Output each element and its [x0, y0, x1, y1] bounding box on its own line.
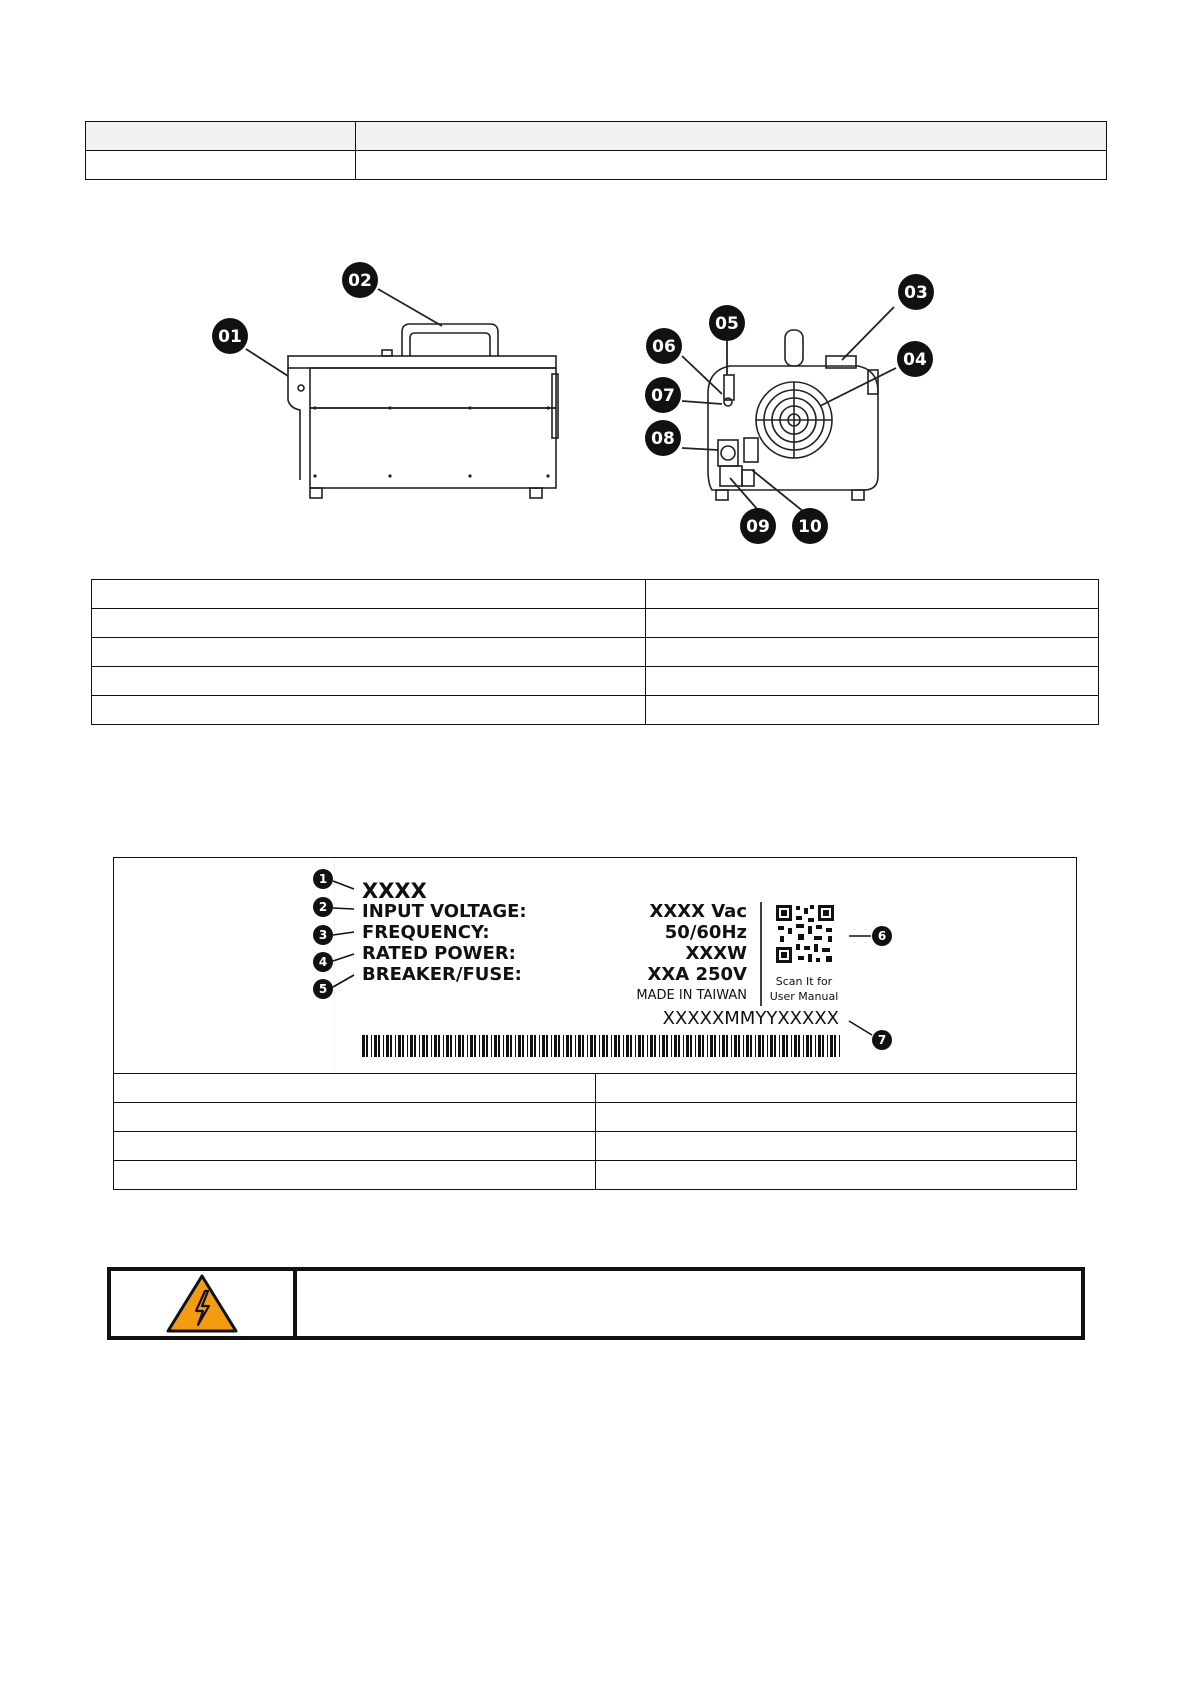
callout-10	[792, 508, 828, 544]
svg-text:MADE IN TAIWAN: MADE IN TAIWAN	[636, 988, 747, 1003]
svg-text:INPUT VOLTAGE:: INPUT VOLTAGE:	[362, 901, 527, 922]
parts-cell	[646, 638, 1099, 667]
label-table	[113, 1073, 1077, 1190]
label-cell	[596, 1103, 1077, 1132]
label-cell	[114, 1103, 596, 1132]
label-cell	[114, 1161, 596, 1190]
callout-06	[646, 328, 682, 364]
svg-text:01: 01	[218, 327, 242, 347]
product-diagram	[0, 250, 1192, 550]
svg-text:2: 2	[318, 900, 328, 914]
header-cell	[86, 151, 356, 180]
warning-icon-cell	[111, 1271, 297, 1336]
rating-label	[113, 857, 1077, 1074]
header-cell	[356, 151, 1107, 180]
label-cell	[596, 1074, 1077, 1103]
parts-cell	[92, 638, 646, 667]
electrical-hazard-icon	[165, 1273, 239, 1335]
barcode	[362, 1035, 840, 1057]
callout-02	[342, 262, 378, 298]
marker-2	[313, 897, 333, 917]
callout-05	[709, 305, 745, 341]
svg-text:Scan It for: Scan It for	[775, 975, 833, 988]
qr-code	[776, 905, 834, 963]
svg-text:07: 07	[651, 386, 675, 406]
parts-cell	[92, 667, 646, 696]
svg-text:4: 4	[318, 955, 328, 969]
callout-01	[212, 318, 248, 354]
warning-box	[107, 1267, 1085, 1340]
label-cell	[596, 1161, 1077, 1190]
label-cell	[596, 1132, 1077, 1161]
marker-1	[313, 869, 333, 889]
side-view-screws	[313, 406, 549, 477]
header-cell	[356, 122, 1107, 151]
svg-text:XXXXXMMYYXXXXX: XXXXXMMYYXXXXX	[662, 1008, 839, 1029]
label-cell	[114, 1132, 596, 1161]
marker-7	[872, 1030, 892, 1050]
svg-text:6: 6	[877, 929, 887, 943]
callout-07	[645, 377, 681, 413]
marker-4	[313, 952, 333, 972]
warning-text-cell	[297, 1271, 1081, 1336]
parts-cell	[92, 580, 646, 609]
side-view	[288, 324, 558, 498]
svg-text:XXXX Vac: XXXX Vac	[649, 901, 747, 922]
svg-text:1: 1	[318, 872, 328, 886]
svg-text:02: 02	[348, 271, 372, 291]
parts-cell	[646, 667, 1099, 696]
svg-text:BREAKER/FUSE:: BREAKER/FUSE:	[362, 964, 522, 985]
svg-text:08: 08	[651, 429, 675, 449]
marker-5	[313, 979, 333, 999]
svg-text:XXA 250V: XXA 250V	[647, 964, 747, 985]
svg-text:XXXW: XXXW	[685, 943, 747, 964]
svg-text:03: 03	[904, 283, 928, 303]
svg-text:06: 06	[652, 337, 676, 357]
svg-text:RATED POWER:: RATED POWER:	[362, 943, 516, 964]
svg-text:3: 3	[318, 928, 328, 942]
header-table	[85, 121, 1107, 180]
parts-cell	[92, 609, 646, 638]
marker-3	[313, 925, 333, 945]
svg-text:04: 04	[903, 350, 927, 370]
marker-6	[872, 926, 892, 946]
svg-text:05: 05	[715, 314, 739, 334]
parts-cell	[646, 609, 1099, 638]
parts-table	[91, 579, 1099, 725]
svg-text:50/60Hz: 50/60Hz	[664, 922, 747, 943]
svg-text:7: 7	[877, 1033, 887, 1047]
header-cell	[86, 122, 356, 151]
parts-cell	[92, 696, 646, 725]
callout-04	[897, 341, 933, 377]
svg-text:10: 10	[798, 517, 822, 537]
svg-text:FREQUENCY:: FREQUENCY:	[362, 922, 490, 943]
rear-view	[708, 330, 878, 500]
svg-text:XXXX: XXXX	[362, 879, 427, 903]
svg-text:5: 5	[318, 982, 328, 996]
svg-text:User Manual: User Manual	[769, 990, 839, 1003]
svg-text:09: 09	[746, 517, 770, 537]
callout-09	[740, 508, 776, 544]
label-cell	[114, 1074, 596, 1103]
callout-03	[898, 274, 934, 310]
parts-cell	[646, 696, 1099, 725]
leader-lines	[246, 289, 896, 512]
rating-label-art	[114, 858, 1078, 1075]
parts-cell	[646, 580, 1099, 609]
callout-08	[645, 420, 681, 456]
